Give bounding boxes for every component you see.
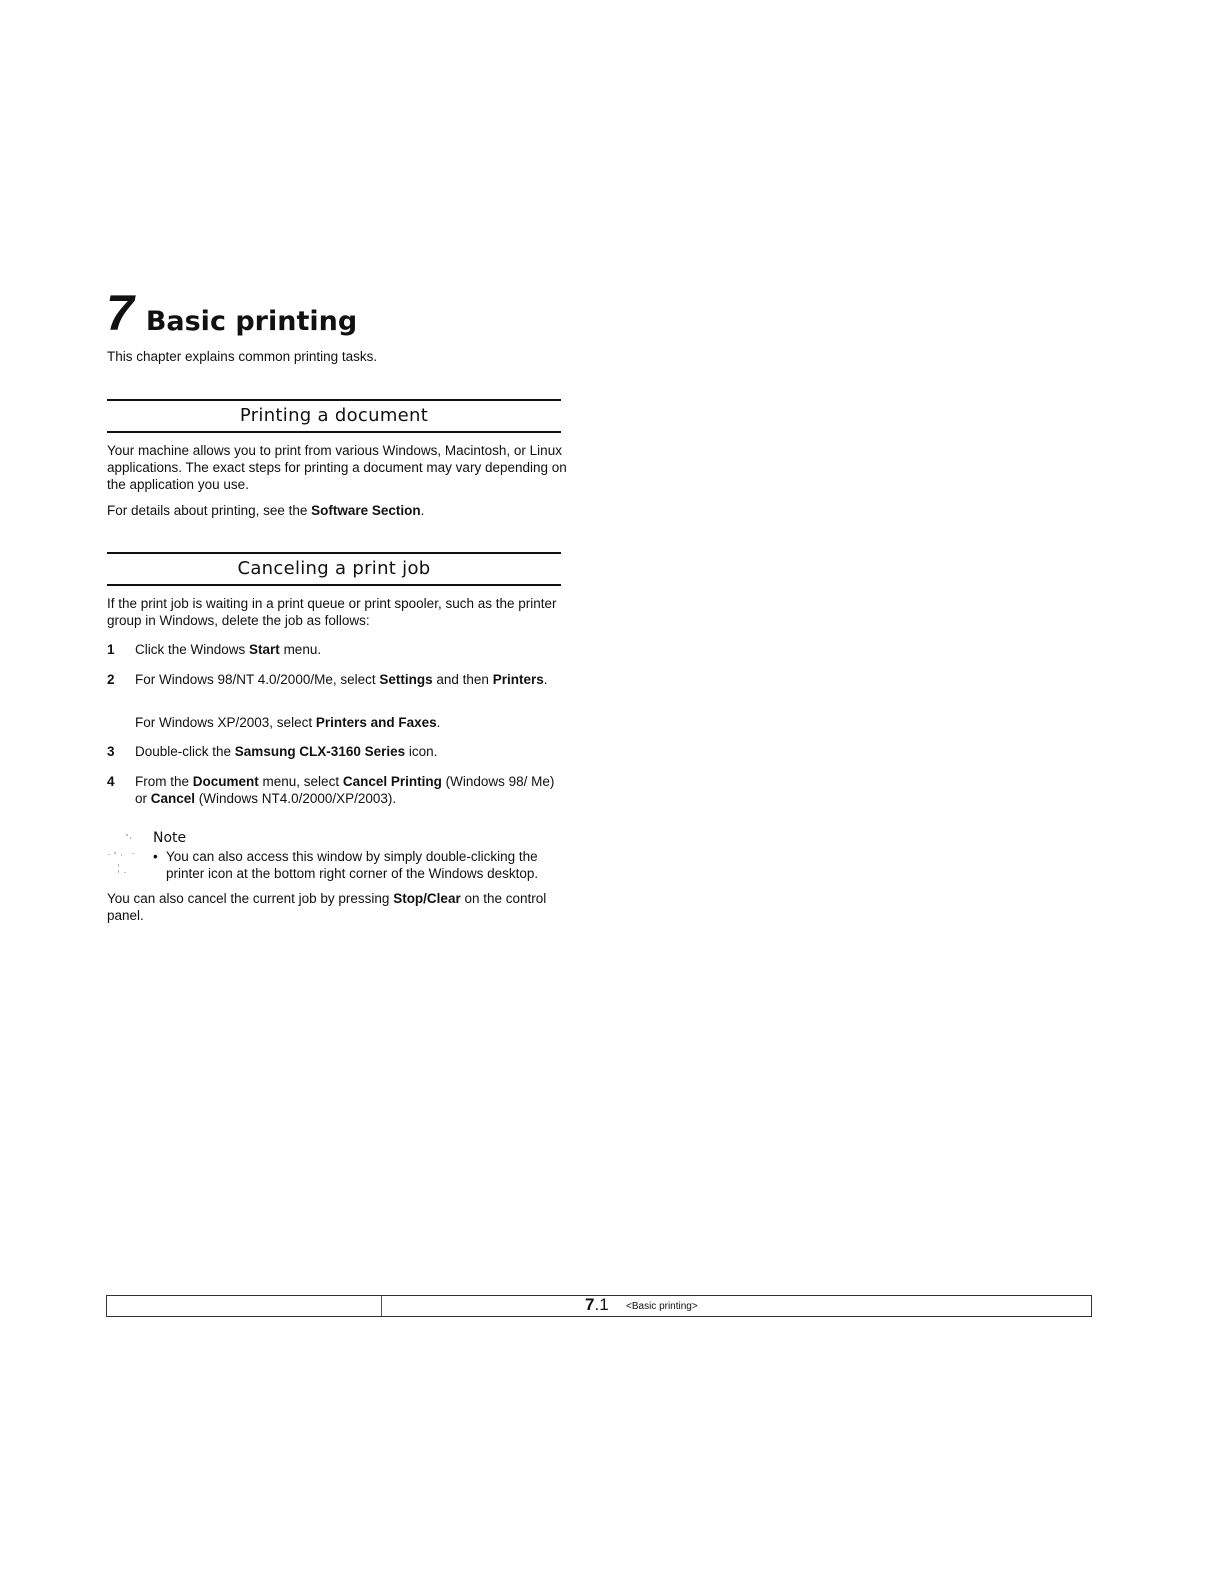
footer-divider (107, 1296, 382, 1316)
stop-clear: Stop/Clear (393, 891, 461, 906)
step-2-sub-c: . (436, 715, 441, 730)
step-4-text-e: (Windows 98/ Me) or (135, 774, 555, 806)
chapter-title (106, 285, 358, 341)
para2-suffix: . (420, 503, 425, 518)
note-item (153, 848, 573, 882)
footer-caption: <Basic printing> (626, 1301, 698, 1312)
note-text: You can also access this window by simply double-clicking the printer icon at the bottom right corner of the Windows desktop. (166, 849, 539, 881)
printing-paragraph-2 (107, 502, 567, 519)
closing-c: on the control panel. (107, 891, 547, 923)
step-3-printer-name: Samsung CLX-3160 Series (234, 744, 406, 759)
printing-para-1: Your machine allows you to print from various Windows, Macintosh, or Linux applications. The exact steps for printing a document may vary depending on the application you use. (107, 443, 567, 492)
closing-text (107, 890, 567, 924)
step-2-printers: Printers (492, 672, 544, 687)
step-3-text-c: icon. (405, 744, 438, 759)
step-2-xp-note (135, 714, 567, 731)
step-4-document: Document (192, 774, 259, 789)
step-text (135, 641, 567, 658)
printing-paragraph (107, 442, 567, 493)
step-3 (107, 743, 567, 760)
step-2 (107, 671, 567, 688)
step-number: 2 (107, 672, 115, 687)
para2-prefix: For details about printing, see the (107, 503, 312, 518)
step-2-printers-and-faxes: Printers and Faxes (315, 715, 437, 730)
step-4-text-g: (Windows NT4.0/2000/XP/2003). (195, 791, 397, 806)
step-1-text-c: menu. (279, 642, 322, 657)
note-bullet: • (153, 849, 158, 864)
step-number: 4 (107, 774, 115, 789)
software-section-link: Software Section (311, 503, 421, 518)
canceling-intro (107, 595, 567, 629)
section-heading-printing: Printing a document (107, 399, 561, 433)
chapter-number: 7 (106, 285, 134, 341)
printing-para-2 (107, 502, 567, 519)
page-number (585, 1294, 609, 1316)
step-4-cancel: Cancel (150, 791, 196, 806)
closing-paragraph (107, 890, 567, 924)
step-2-sub-a: For Windows XP/2003, select (135, 715, 316, 730)
closing-a: You can also cancel the current job by pressing (107, 891, 394, 906)
canceling-intro-text: If the print job is waiting in a print queue or print spooler, such as the printer group in Windows, delete the job as follows: (107, 596, 557, 628)
page-footer (106, 1295, 1092, 1317)
step-2-text-c: and then (432, 672, 493, 687)
note-label: Note (153, 830, 187, 846)
step-number: 3 (107, 744, 115, 759)
step-1 (107, 641, 567, 658)
step-2-text-e: . (543, 672, 548, 687)
step-4 (107, 773, 567, 807)
step-4-text-c: menu, select (258, 774, 343, 789)
step-1-text-a: Click the Windows (135, 642, 250, 657)
page-number-major: 7 (585, 1295, 595, 1314)
page-number-minor: .1 (594, 1295, 609, 1314)
chapter-intro: This chapter explains common printing tasks. (107, 349, 378, 364)
step-text (135, 671, 567, 688)
section-heading-canceling: Canceling a print job (107, 552, 561, 586)
step-3-text-a: Double-click the (135, 744, 235, 759)
chapter-name: Basic printing (145, 306, 358, 337)
step-4-cancel-printing: Cancel Printing (342, 774, 442, 789)
step-number: 1 (107, 642, 115, 657)
step-1-start: Start (249, 642, 280, 657)
step-2-settings: Settings (379, 672, 433, 687)
note-icon (104, 832, 142, 880)
step-2-text-a: For Windows 98/NT 4.0/2000/Me, select (135, 672, 380, 687)
step-text (135, 773, 567, 807)
step-4-text-a: From the (135, 774, 193, 789)
step-text (135, 743, 567, 760)
